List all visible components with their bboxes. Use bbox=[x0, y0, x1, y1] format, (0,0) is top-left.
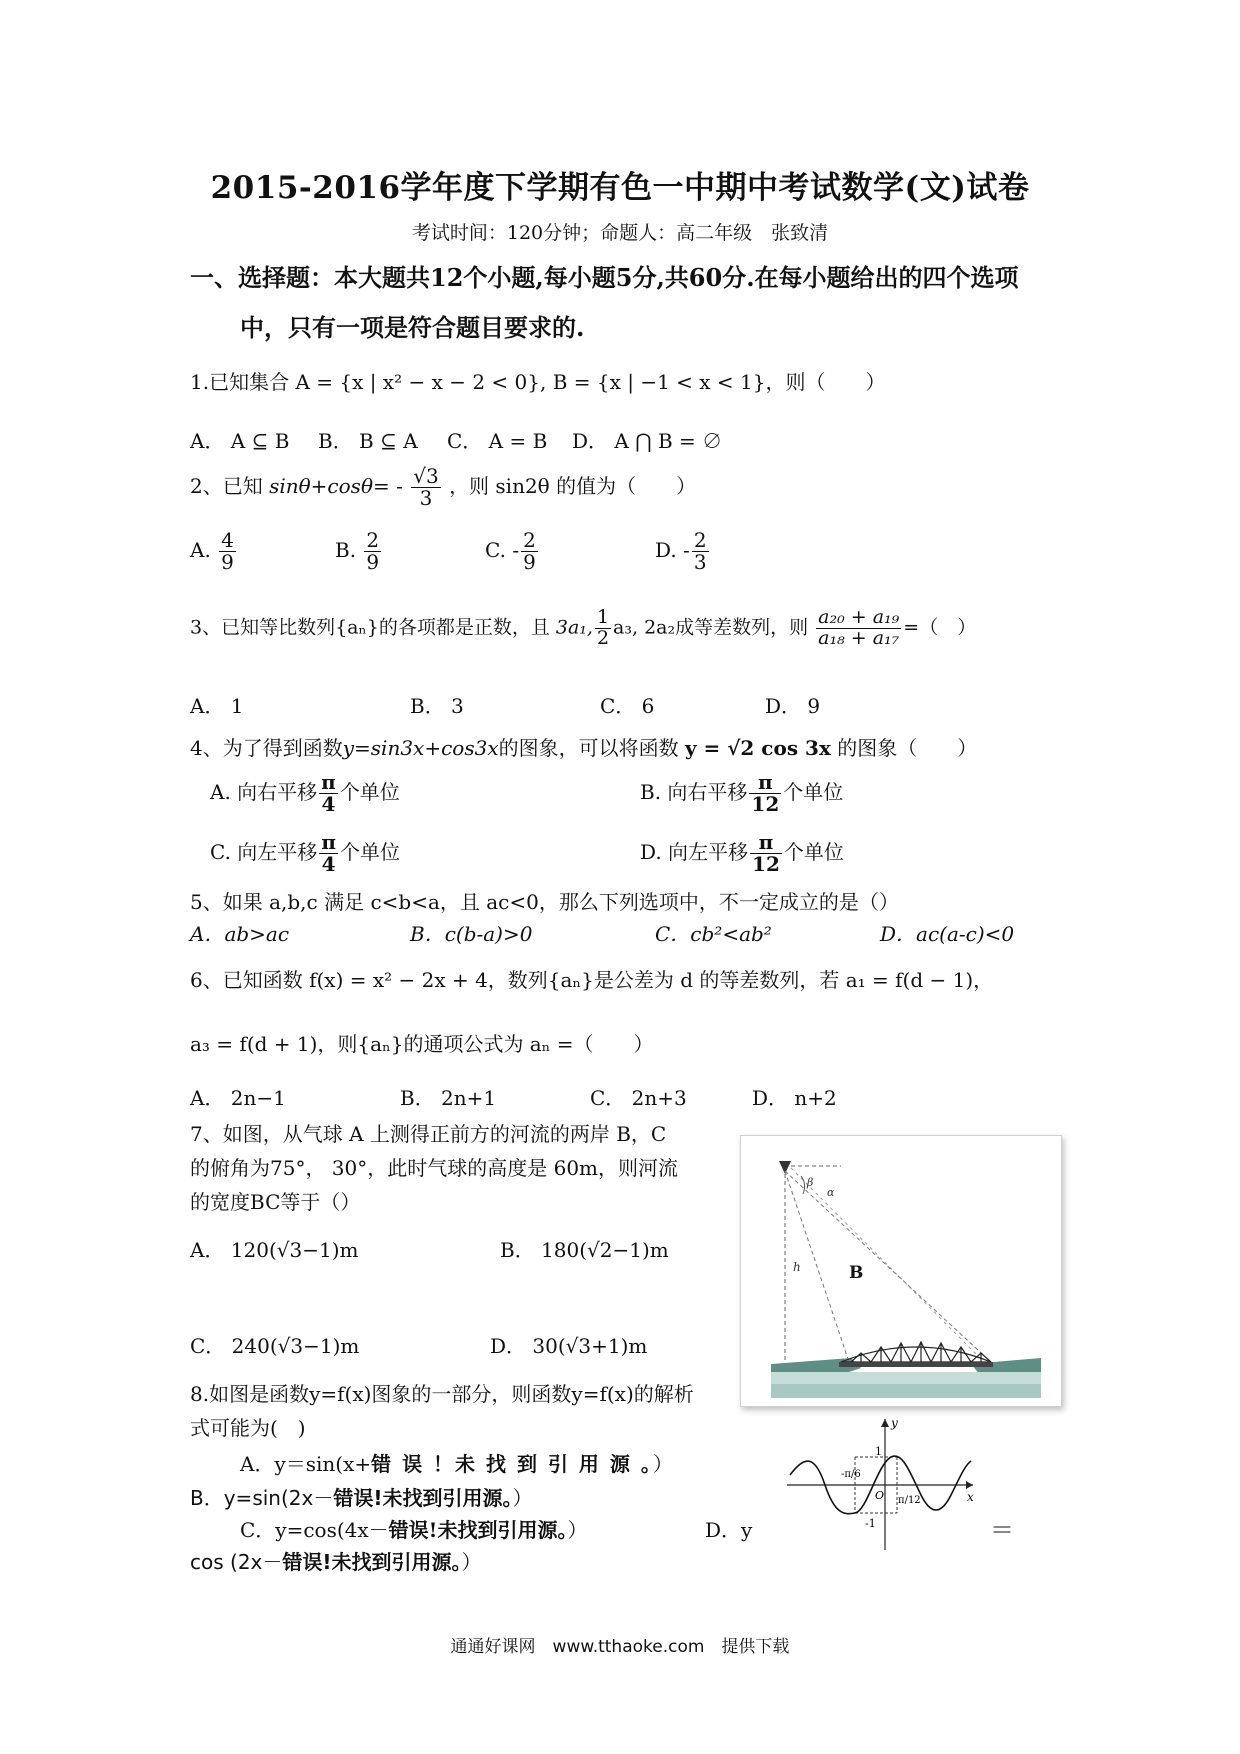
svg-text:β: β bbox=[807, 1176, 814, 1189]
q2-minus: - bbox=[396, 474, 403, 498]
q6-option-b: B． 2n+1 bbox=[400, 1086, 497, 1110]
q5-option-c: C．cb²<ab² bbox=[655, 922, 772, 946]
q7-option-b: B． 180(√2−1)m bbox=[500, 1238, 669, 1262]
q8-option-d: D．y bbox=[705, 1518, 753, 1542]
sine-graph-figure bbox=[785, 1415, 980, 1555]
section-heading-line1: 一、选择题：本大题共12个小题,每小题5分,共60分.在每小题给出的四个选项 bbox=[190, 263, 1019, 292]
page-title: 2015-2016学年度下学期有色一中期中考试数学(文)试卷 bbox=[210, 170, 1030, 206]
q1-stem: 1.已知集合 A = {x | x² − x − 2 < 0}, B = {x | −1 < x < 1}，则（ ） bbox=[190, 370, 886, 394]
q2-stem bbox=[190, 466, 696, 509]
q6-option-c: C． 2n+3 bbox=[590, 1086, 687, 1110]
svg-text:h: h bbox=[793, 1260, 801, 1274]
section-heading-line2: 中，只有一项是符合题目要求的. bbox=[240, 313, 585, 342]
q8-line2: 式可能为( ) bbox=[190, 1416, 306, 1440]
q7-option-d: D． 30(√3+1)m bbox=[490, 1334, 648, 1358]
q4-stem: 4、为了得到函数y=sin3x+cos3x的图象，可以将函数 y = √2 cos 3x 的图象（ ） bbox=[190, 736, 978, 760]
exam-info: 考试时间：120分钟；命题人：高二年级 张致清 bbox=[411, 222, 829, 244]
balloon-bridge-figure bbox=[740, 1135, 1062, 1407]
q1-option-c: C． A = B bbox=[447, 429, 548, 453]
q2-option-d: D. - $\frac{2}{3}$ bbox=[655, 528, 707, 574]
q4-option-d: D. 向左平移 $\frac{\pi}{12}$ 个单位 bbox=[640, 830, 844, 876]
q3-option-b: B． 3 bbox=[410, 694, 464, 718]
q7-line1: 7、如图，从气球 A 上测得正前方的河流的两岸 B，C bbox=[190, 1122, 667, 1146]
footer-source: 通通好课网 www.tthaoke.com 提供下载 bbox=[450, 1637, 790, 1657]
q4-option-c: C. 向左平移 $\frac{\pi}{4}$ 个单位 bbox=[210, 830, 400, 876]
q2-suffix: ，则 sin2θ 的值为（ ） bbox=[449, 474, 697, 498]
q2-option-a: A. $\frac{4}{9}$ bbox=[190, 528, 234, 574]
q3-option-a: A． 1 bbox=[190, 694, 244, 718]
q2-option-b: B. $\frac{2}{9}$ bbox=[335, 528, 380, 574]
svg-text:π/12: π/12 bbox=[898, 1495, 921, 1506]
q8-option-d-line2: cos (2x－错误!未找到引用源。） bbox=[190, 1550, 482, 1574]
q6-line2: a₃ = f(d + 1)，则{aₙ}的通项公式为 aₙ =（ ） bbox=[190, 1032, 654, 1056]
svg-text:-1: -1 bbox=[865, 1517, 876, 1530]
q8-line1: 8.如图是函数y=f(x)图象的一部分，则函数y=f(x)的解析 bbox=[190, 1382, 694, 1406]
q8-option-d-equals: ＝ bbox=[990, 1516, 1014, 1544]
q6-option-d: D． n+2 bbox=[752, 1086, 837, 1110]
q1-option-b: B． B ⊆ A bbox=[318, 429, 418, 453]
svg-text:O: O bbox=[875, 1489, 885, 1502]
q8-option-c: C．y=cos(4x－错误!未找到引用源。） bbox=[240, 1518, 588, 1542]
q4-option-a: A. 向右平移 $\frac{\pi}{4}$ 个单位 bbox=[210, 770, 400, 816]
svg-text:y: y bbox=[891, 1416, 898, 1430]
q7-line3: 的宽度BC等于（） bbox=[190, 1190, 361, 1214]
svg-text:1: 1 bbox=[875, 1445, 882, 1458]
q5-option-a: A．ab>ac bbox=[190, 922, 290, 946]
q6-line1: 6、已知函数 f(x) = x² − 2x + 4，数列{aₙ}是公差为 d 的等差数列，若 a₁ = f(d − 1)， bbox=[190, 968, 994, 992]
q8-option-a: A．y＝sin(x+错 误 ！未 找 到 引 用 源 。） bbox=[240, 1452, 673, 1476]
svg-text:x: x bbox=[967, 1490, 974, 1504]
q2-fraction: $\frac{√3}{3}$ bbox=[413, 464, 439, 510]
q5-stem: 5、如果 a,b,c 满足 c<b<a，且 ac<0，那么下列选项中，不一定成立的是（） bbox=[190, 890, 899, 914]
q2-expression: sinθ+cosθ= bbox=[269, 474, 390, 498]
q3-option-c: C． 6 bbox=[600, 694, 655, 718]
q4-option-b: B. 向右平移 $\frac{\pi}{12}$ 个单位 bbox=[640, 770, 844, 816]
q8-option-b: B．y=sin(2x－错误!未找到引用源。） bbox=[190, 1486, 533, 1510]
q7-option-c: C． 240(√3−1)m bbox=[190, 1334, 360, 1358]
q1-option-d: D． A ⋂ B = ∅ bbox=[572, 429, 723, 453]
q2-prefix: 2、已知 bbox=[190, 474, 263, 498]
svg-text:-π/6: -π/6 bbox=[841, 1469, 861, 1480]
q7-option-a: A． 120(√3−1)m bbox=[190, 1238, 359, 1262]
q6-option-a: A． 2n−1 bbox=[190, 1086, 286, 1110]
figure-label-b: B bbox=[849, 1263, 864, 1283]
q7-line2: 的俯角为75°， 30°，此时气球的高度是 60m，则河流 bbox=[190, 1156, 679, 1180]
q3-stem: 3、已知等比数列{aₙ}的各项都是正数，且 3a₁, $\frac{1}{2}$ a₃, 2a₂成等差数列，则 $\frac{\text{a₂₀ + a₁₉}}{\text{a₁₈ + a₁₇}}$ =（ ） bbox=[190, 606, 977, 649]
q5-option-d: D．ac(a-c)<0 bbox=[880, 922, 1015, 946]
q3-option-d: D． 9 bbox=[765, 694, 821, 718]
q5-option-b: B．c(b-a)>0 bbox=[410, 922, 533, 946]
svg-text:α: α bbox=[827, 1186, 835, 1199]
q1-option-a: A． A ⊆ B bbox=[190, 429, 290, 453]
q2-option-c: C. - $\frac{2}{9}$ bbox=[485, 528, 536, 574]
